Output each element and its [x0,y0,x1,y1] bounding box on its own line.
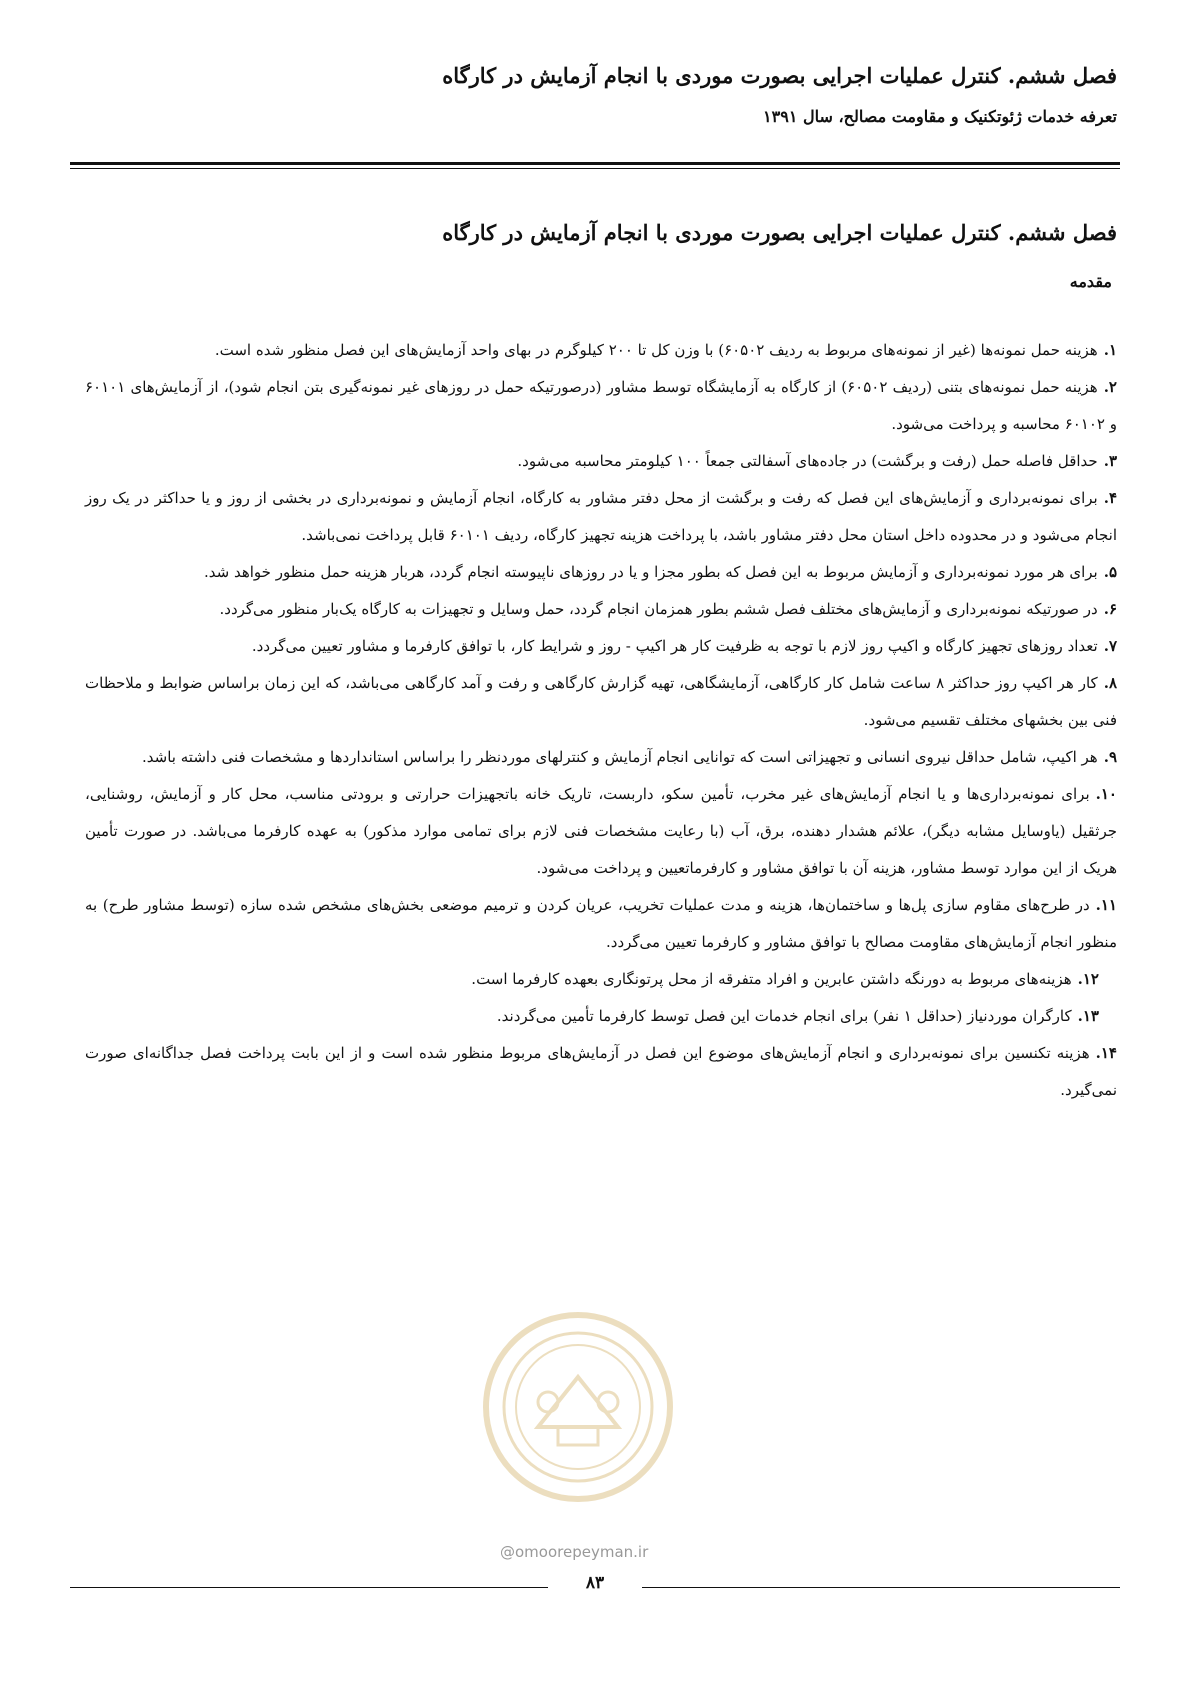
list-item [85,443,1117,480]
page-number: ۸۳ [585,1573,605,1593]
chapter-title: فصل ششم. کنترل عملیات اجرایی بصورت موردی با انجام آزمایش در کارگاه [442,220,1117,245]
list-item [85,554,1117,591]
list-item [85,591,1117,628]
footer-divider-right [642,1587,1120,1588]
footer-divider-left [70,1587,548,1588]
watermark-site: @omoorepeyman.ir [500,1543,649,1561]
item-number: ۱۰. [1095,785,1117,803]
item-text: هزینه حمل نمونه‌های بتنی (ردیف ۶۰۵۰۲) از کارگاه به آزمایشگاه توسط مشاور (درصورتیکه حمل در روزهای غیر نمونه‌گیری بتن انجام شود)، از آزمایش‌های ۶۰۱۰۱ و ۶۰۱۰۲ محاسبه و پرداخت می‌شود. [85,378,1117,433]
list-item [85,480,1117,554]
list-item [85,665,1117,739]
list-item [85,739,1117,776]
header-divider-thick [70,162,1120,165]
item-number: ۷. [1103,637,1117,655]
list-item [85,1035,1117,1109]
item-number: ۵. [1103,563,1117,581]
list-item [85,369,1117,443]
item-text: هزینه تکنسین برای نمونه‌برداری و انجام آزمایش‌های موضوع این فصل در آزمایش‌های مربوط منظور شده است و از این بابت پرداخت فصل جداگانه‌ای صورت نمی‌گیرد. [85,1044,1117,1099]
seal-watermark-icon [478,1307,678,1507]
item-number: ۱۳. [1077,1007,1099,1025]
item-number: ۸. [1103,674,1117,692]
list-item [85,628,1117,665]
item-text: هر اکیپ، شامل حداقل نیروی انسانی و تجهیزاتی است که توانایی انجام آزمایش و کنترلهای موردنظر را براساس استانداردها و مشخصات فنی داشته باشد. [142,748,1098,766]
section-title: مقدمه [1069,272,1112,291]
item-text: برای نمونه‌برداری و آزمایش‌های این فصل که رفت و برگشت از محل دفتر مشاور به کارگاه، انجام آزمایش و نمونه‌برداری در بخشی از روز و یا حداکثر در یک روز انجام می‌شود و در محدوده داخل استان محل دفتر مشاور باشد، با پرداخت هزینه تجهیز کارگاه، ردیف ۶۰۱۰۱ قابل پرداخت نمی‌باشد. [85,489,1117,544]
item-number: ۱. [1103,341,1117,359]
item-text: حداقل فاصله حمل (رفت و برگشت) در جاده‌های آسفالتی جمعاً ۱۰۰ کیلومتر محاسبه می‌شود. [517,452,1098,470]
list-item [85,998,1117,1035]
item-text: هزینه‌های مربوط به دورنگه داشتن عابرین و افراد متفرقه از محل پرتونگاری بعهده کارفرما است. [471,970,1072,988]
list-item [85,887,1117,961]
running-header-title: فصل ششم. کنترل عملیات اجرایی بصورت موردی با انجام آزمایش در کارگاه [442,63,1117,88]
item-text: کارگران موردنیاز (حداقل ۱ نفر) برای انجام خدمات این فصل توسط کارفرما تأمین می‌گردند. [496,1007,1072,1025]
item-text: برای هر مورد نمونه‌برداری و آزمایش مربوط به این فصل که بطور مجزا و یا در روزهای ناپیوسته انجام گردد، هربار هزینه حمل منظور خواهد شد. [204,563,1098,581]
watermark-site-text: omoorepeyman.ir [515,1543,649,1561]
item-text: در طرح‌های مقاوم سازی پل‌ها و ساختمان‌ها، هزینه و مدت عملیات تخریب، عریان کردن و ترمیم موضعی بخش‌های مشخص شده سازه (توسط مشاور طرح) به منظور انجام آزمایش‌های مقاومت مصالح با توافق مشاور و کارفرما تعیین می‌گردد. [85,896,1117,951]
item-number: ۳. [1103,452,1117,470]
list-item [85,961,1117,998]
item-number: ۹. [1103,748,1117,766]
item-number: ۶. [1103,600,1117,618]
item-text: هزینه حمل نمونه‌ها (غیر از نمونه‌های مربوط به ردیف ۶۰۵۰۲) با وزن کل تا ۲۰۰ کیلوگرم در بهای واحد آزمایش‌های این فصل منظور شده است. [214,341,1098,359]
item-number: ۴. [1103,489,1117,507]
item-number: ۱۱. [1095,896,1117,914]
intro-items-list [85,332,1117,1109]
item-number: ۱۴. [1095,1044,1117,1062]
item-text: کار هر اکیپ روز حداکثر ۸ ساعت شامل کار کارگاهی، آزمایشگاهی، تهیه گزارش کارگاهی و رفت و آمد کارگاهی می‌باشد، که این زمان براساس ضوابط و ملاحظات فنی بین بخشهای مختلف تقسیم می‌شود. [85,674,1117,729]
running-header [67,58,1117,132]
item-text: تعداد روزهای تجهیز کارگاه و اکیپ روز لازم با توجه به ظرفیت کار هر اکیپ - روز و شرایط کار، با توافق کارفرما و مشاور تعیین می‌گردد. [251,637,1098,655]
header-divider-thin [70,168,1120,169]
list-item [85,776,1117,887]
item-number: ۲. [1103,378,1117,396]
item-text: در صورتیکه نمونه‌برداری و آزمایش‌های مختلف فصل ششم بطور همزمان انجام گردد، حمل وسایل و تجهیزات به کارگاه یک‌بار منظور می‌گردد. [219,600,1098,618]
list-item [85,332,1117,369]
item-number: ۱۲. [1077,970,1099,988]
item-text: برای نمونه‌برداری‌ها و یا انجام آزمایش‌های غیر مخرب، تأمین سکو، داربست، تاریک خانه باتجهیزات حرارتی و برودتی مناسب، محل کار و آزمایش، روشنایی، جرثقیل (یاوسایل مشابه دیگر)، علائم هشدار دهنده، برق، آب (با رعایت مشخصات فنی لازم برای تمامی موارد مذکور) به عهده کارفرما می‌باشد. در صورت تأمین هریک از این موارد توسط مشاور، هزینه آن با توافق مشاور و کارفرما‌تعیین و پرداخت می‌شود. [85,785,1117,877]
running-header-subtitle: تعرفه خدمات ژئوتکنیک و مقاومت مصالح، سال ۱۳۹۱ [763,107,1117,126]
